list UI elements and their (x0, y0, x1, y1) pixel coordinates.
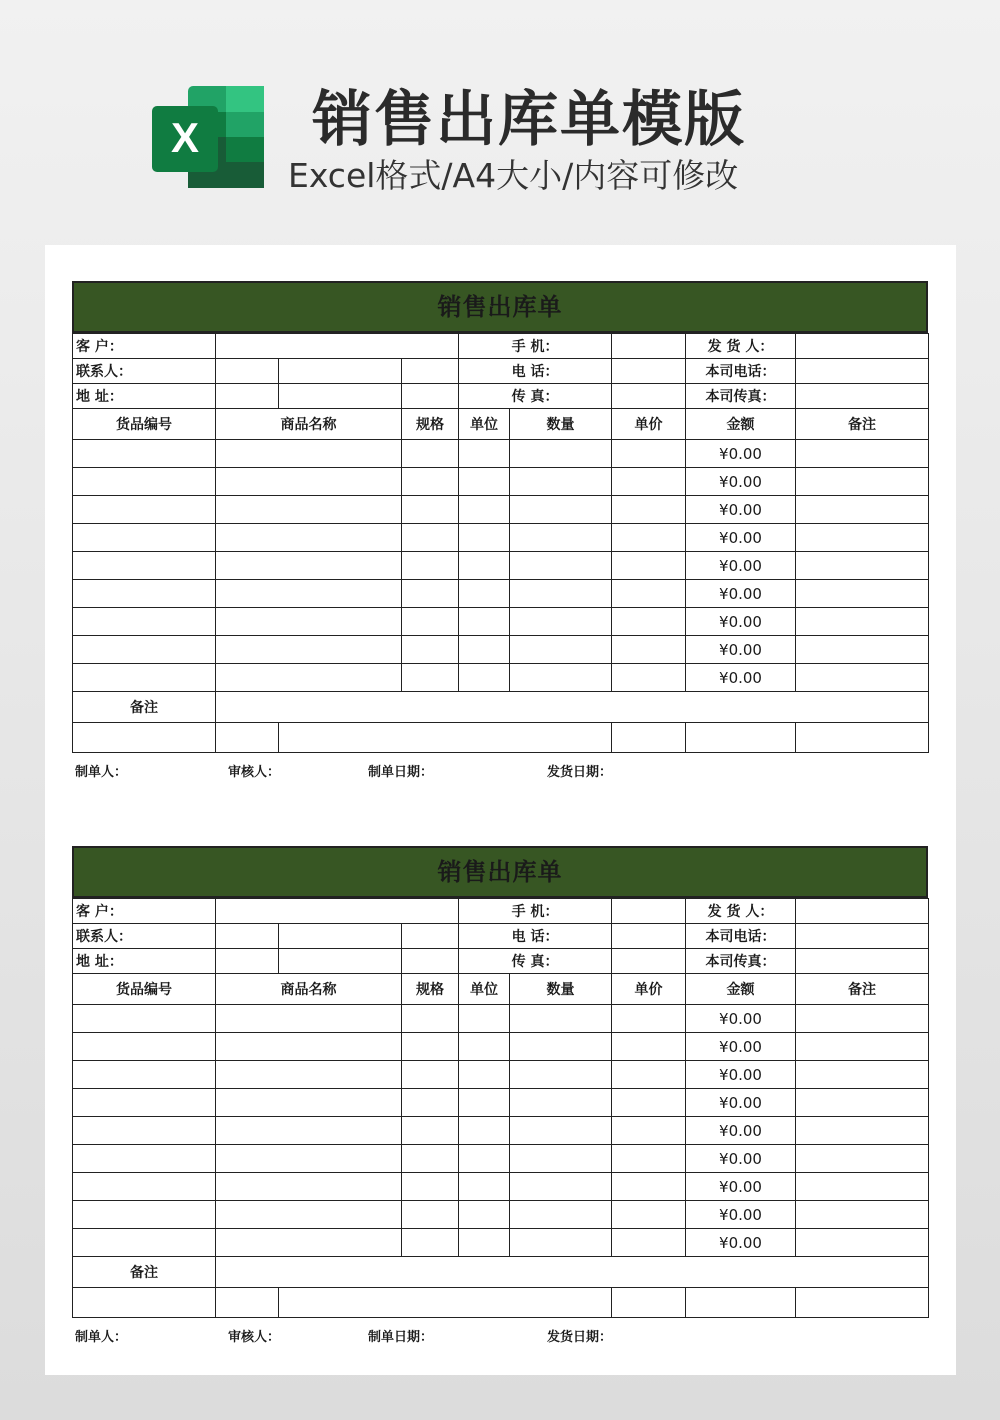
form-table (72, 898, 929, 1318)
item-spec-cell[interactable] (402, 1201, 459, 1229)
col-header: 备注 (796, 409, 929, 440)
col-header: 单价 (612, 974, 686, 1005)
company-fax-label: 本司传真： (686, 384, 796, 409)
customer-field[interactable] (216, 334, 459, 359)
blank-row (73, 1288, 929, 1318)
item-qty-cell[interactable] (510, 1145, 612, 1173)
note-label: 备注 (73, 692, 216, 723)
item-name-cell[interactable] (216, 468, 402, 496)
form-footer (72, 1318, 928, 1348)
item-spec-cell[interactable] (402, 664, 459, 692)
item-name-cell[interactable] (216, 636, 402, 664)
col-header: 数量 (510, 974, 612, 1005)
item-code-cell[interactable] (73, 524, 216, 552)
item-price-cell[interactable] (612, 580, 686, 608)
item-row (73, 496, 929, 524)
logo-letter: X (170, 114, 200, 161)
item-name-cell[interactable] (216, 1117, 402, 1145)
company-fax-field[interactable] (796, 949, 929, 974)
item-amount-cell: ¥0.00 (686, 440, 796, 468)
item-code-cell[interactable] (73, 468, 216, 496)
item-price-cell[interactable] (612, 1089, 686, 1117)
item-code-cell[interactable] (73, 1117, 216, 1145)
column-header-row (73, 409, 929, 440)
contact-field-3[interactable] (402, 924, 459, 949)
item-amount-cell: ¥0.00 (686, 1117, 796, 1145)
column-header-row (73, 974, 929, 1005)
item-unit-cell[interactable] (459, 468, 510, 496)
item-qty-cell[interactable] (510, 1229, 612, 1257)
item-row (73, 1117, 929, 1145)
item-qty-cell[interactable] (510, 468, 612, 496)
blank-cell[interactable] (216, 723, 279, 753)
item-row (73, 468, 929, 496)
form-title: 销售出库单 (72, 846, 928, 898)
item-price-cell[interactable] (612, 1229, 686, 1257)
sales-outbound-form (72, 846, 928, 1348)
mobile-field[interactable] (612, 334, 686, 359)
item-qty-cell[interactable] (510, 608, 612, 636)
note-field[interactable] (216, 1257, 929, 1288)
item-price-cell[interactable] (612, 440, 686, 468)
item-code-cell[interactable] (73, 1033, 216, 1061)
item-amount-cell: ¥0.00 (686, 496, 796, 524)
col-header: 单位 (459, 974, 510, 1005)
item-code-cell[interactable] (73, 1005, 216, 1033)
company-fax-label: 本司传真： (686, 949, 796, 974)
item-remark-cell[interactable] (796, 608, 929, 636)
mobile-field[interactable] (612, 899, 686, 924)
info-row-contact (73, 924, 929, 949)
blank-cell[interactable] (73, 723, 216, 753)
item-amount-cell: ¥0.00 (686, 1061, 796, 1089)
item-row (73, 440, 929, 468)
item-unit-cell[interactable] (459, 552, 510, 580)
ship-date-label: 发货日期： (547, 1330, 613, 1345)
address-field-2[interactable] (279, 384, 402, 409)
company-phone-label: 本司电话： (686, 924, 796, 949)
item-amount-cell: ¥0.00 (686, 608, 796, 636)
item-row (73, 580, 929, 608)
excel-logo-icon (152, 86, 264, 188)
item-amount-cell: ¥0.00 (686, 1033, 796, 1061)
form-sheet-2 (45, 810, 956, 1375)
item-code-cell[interactable] (73, 552, 216, 580)
col-header: 数量 (510, 409, 612, 440)
item-remark-cell[interactable] (796, 468, 929, 496)
fax-label: 传 真： (459, 949, 612, 974)
item-spec-cell[interactable] (402, 440, 459, 468)
col-header: 规格 (402, 409, 459, 440)
contact-field-2[interactable] (279, 359, 402, 384)
blank-cell[interactable] (216, 1288, 279, 1318)
info-row-address (73, 384, 929, 409)
item-qty-cell[interactable] (510, 1089, 612, 1117)
item-spec-cell[interactable] (402, 1061, 459, 1089)
fax-label: 传 真： (459, 384, 612, 409)
item-amount-cell: ¥0.00 (686, 1173, 796, 1201)
item-amount-cell: ¥0.00 (686, 468, 796, 496)
make-date-label: 制单日期： (368, 765, 434, 780)
item-rows (73, 440, 929, 692)
item-remark-cell[interactable] (796, 1229, 929, 1257)
item-name-cell[interactable] (216, 1201, 402, 1229)
item-row (73, 1033, 929, 1061)
item-amount-cell: ¥0.00 (686, 580, 796, 608)
item-remark-cell[interactable] (796, 524, 929, 552)
item-remark-cell[interactable] (796, 440, 929, 468)
item-unit-cell[interactable] (459, 1145, 510, 1173)
item-name-cell[interactable] (216, 440, 402, 468)
page-title: 销售出库单模版 (312, 85, 746, 155)
sales-outbound-form (72, 281, 928, 783)
address-label: 地 址： (73, 949, 216, 974)
company-fax-field[interactable] (796, 384, 929, 409)
item-qty-cell[interactable] (510, 496, 612, 524)
contact-field-3[interactable] (402, 359, 459, 384)
item-amount-cell: ¥0.00 (686, 1229, 796, 1257)
item-unit-cell[interactable] (459, 1089, 510, 1117)
item-amount-cell: ¥0.00 (686, 664, 796, 692)
item-price-cell[interactable] (612, 468, 686, 496)
item-qty-cell[interactable] (510, 1033, 612, 1061)
item-name-cell[interactable] (216, 1089, 402, 1117)
phone-label: 电 话： (459, 359, 612, 384)
col-header: 单价 (612, 409, 686, 440)
item-row (73, 608, 929, 636)
item-remark-cell[interactable] (796, 636, 929, 664)
item-qty-cell[interactable] (510, 440, 612, 468)
item-qty-cell[interactable] (510, 524, 612, 552)
item-name-cell[interactable] (216, 1005, 402, 1033)
blank-cell[interactable] (686, 1288, 796, 1318)
make-date-label: 制单日期： (368, 1330, 434, 1345)
item-row (73, 636, 929, 664)
item-price-cell[interactable] (612, 524, 686, 552)
reviewer-label: 审核人： (228, 765, 281, 780)
reviewer-label: 审核人： (228, 1330, 281, 1345)
maker-label: 制单人： (75, 1330, 128, 1345)
item-row (73, 1229, 929, 1257)
item-qty-cell[interactable] (510, 664, 612, 692)
address-field-3[interactable] (402, 949, 459, 974)
item-row (73, 1061, 929, 1089)
item-remark-cell[interactable] (796, 1145, 929, 1173)
contact-label: 联系人： (73, 924, 216, 949)
item-name-cell[interactable] (216, 1173, 402, 1201)
item-amount-cell: ¥0.00 (686, 636, 796, 664)
item-spec-cell[interactable] (402, 1089, 459, 1117)
address-field[interactable] (216, 949, 279, 974)
item-name-cell[interactable] (216, 1145, 402, 1173)
col-header: 商品名称 (216, 974, 402, 1005)
phone-label: 电 话： (459, 924, 612, 949)
mobile-label: 手 机： (459, 899, 612, 924)
company-phone-field[interactable] (796, 359, 929, 384)
item-spec-cell[interactable] (402, 468, 459, 496)
blank-cell[interactable] (686, 723, 796, 753)
item-price-cell[interactable] (612, 608, 686, 636)
item-unit-cell[interactable] (459, 1229, 510, 1257)
item-unit-cell[interactable] (459, 580, 510, 608)
item-remark-cell[interactable] (796, 1089, 929, 1117)
item-remark-cell[interactable] (796, 1033, 929, 1061)
item-row (73, 1173, 929, 1201)
item-name-cell[interactable] (216, 552, 402, 580)
item-unit-cell[interactable] (459, 496, 510, 524)
item-code-cell[interactable] (73, 1145, 216, 1173)
item-amount-cell: ¥0.00 (686, 1005, 796, 1033)
ship-date-label: 发货日期： (547, 765, 613, 780)
item-remark-cell[interactable] (796, 1201, 929, 1229)
item-qty-cell[interactable] (510, 1061, 612, 1089)
item-unit-cell[interactable] (459, 664, 510, 692)
mobile-label: 手 机： (459, 334, 612, 359)
address-label: 地 址： (73, 384, 216, 409)
form-title: 销售出库单 (72, 281, 928, 333)
item-remark-cell[interactable] (796, 1005, 929, 1033)
page-subtitle: Excel格式/A4大小/内容可修改 (288, 156, 739, 195)
item-unit-cell[interactable] (459, 636, 510, 664)
item-spec-cell[interactable] (402, 1005, 459, 1033)
item-name-cell[interactable] (216, 580, 402, 608)
item-code-cell[interactable] (73, 1201, 216, 1229)
item-spec-cell[interactable] (402, 552, 459, 580)
item-rows (73, 1005, 929, 1257)
contact-field[interactable] (216, 924, 279, 949)
company-phone-label: 本司电话： (686, 359, 796, 384)
item-qty-cell[interactable] (510, 580, 612, 608)
col-header: 货品编号 (73, 974, 216, 1005)
blank-cell[interactable] (279, 723, 612, 753)
note-row (73, 1257, 929, 1288)
shipper-label: 发 货 人： (686, 334, 796, 359)
item-amount-cell: ¥0.00 (686, 524, 796, 552)
item-remark-cell[interactable] (796, 664, 929, 692)
item-code-cell[interactable] (73, 1089, 216, 1117)
phone-field[interactable] (612, 924, 686, 949)
col-header: 金额 (686, 974, 796, 1005)
item-code-cell[interactable] (73, 580, 216, 608)
item-unit-cell[interactable] (459, 1005, 510, 1033)
item-qty-cell[interactable] (510, 1005, 612, 1033)
item-unit-cell[interactable] (459, 608, 510, 636)
form-footer (72, 753, 928, 783)
item-code-cell[interactable] (73, 1229, 216, 1257)
note-field[interactable] (216, 692, 929, 723)
item-qty-cell[interactable] (510, 636, 612, 664)
item-unit-cell[interactable] (459, 440, 510, 468)
blank-row (73, 723, 929, 753)
item-name-cell[interactable] (216, 664, 402, 692)
item-price-cell[interactable] (612, 1061, 686, 1089)
item-row (73, 1005, 929, 1033)
address-field-2[interactable] (279, 949, 402, 974)
form-sheet-1 (45, 245, 956, 810)
col-header: 规格 (402, 974, 459, 1005)
item-spec-cell[interactable] (402, 1145, 459, 1173)
note-row (73, 692, 929, 723)
item-price-cell[interactable] (612, 1145, 686, 1173)
item-remark-cell[interactable] (796, 552, 929, 580)
address-field[interactable] (216, 384, 279, 409)
item-price-cell[interactable] (612, 664, 686, 692)
item-name-cell[interactable] (216, 1061, 402, 1089)
maker-label: 制单人： (75, 765, 128, 780)
col-header: 备注 (796, 974, 929, 1005)
item-qty-cell[interactable] (510, 552, 612, 580)
item-amount-cell: ¥0.00 (686, 552, 796, 580)
shipper-field[interactable] (796, 334, 929, 359)
info-row-contact (73, 359, 929, 384)
item-row (73, 1089, 929, 1117)
item-price-cell[interactable] (612, 1201, 686, 1229)
item-price-cell[interactable] (612, 496, 686, 524)
blank-cell[interactable] (279, 1288, 612, 1318)
item-code-cell[interactable] (73, 1173, 216, 1201)
item-unit-cell[interactable] (459, 1173, 510, 1201)
item-row (73, 524, 929, 552)
item-price-cell[interactable] (612, 636, 686, 664)
item-name-cell[interactable] (216, 1229, 402, 1257)
item-remark-cell[interactable] (796, 1173, 929, 1201)
contact-label: 联系人： (73, 359, 216, 384)
item-row (73, 1145, 929, 1173)
contact-field[interactable] (216, 359, 279, 384)
item-qty-cell[interactable] (510, 1201, 612, 1229)
item-spec-cell[interactable] (402, 1229, 459, 1257)
item-row (73, 552, 929, 580)
item-spec-cell[interactable] (402, 1173, 459, 1201)
item-code-cell[interactable] (73, 440, 216, 468)
fax-field[interactable] (612, 384, 686, 409)
phone-field[interactable] (612, 359, 686, 384)
info-row-customer (73, 899, 929, 924)
form-table (72, 333, 929, 753)
item-row (73, 1201, 929, 1229)
item-code-cell[interactable] (73, 1061, 216, 1089)
item-unit-cell[interactable] (459, 1061, 510, 1089)
info-row-customer (73, 334, 929, 359)
item-code-cell[interactable] (73, 608, 216, 636)
info-row-address (73, 949, 929, 974)
item-spec-cell[interactable] (402, 608, 459, 636)
item-price-cell[interactable] (612, 1033, 686, 1061)
item-unit-cell[interactable] (459, 1117, 510, 1145)
item-spec-cell[interactable] (402, 580, 459, 608)
item-code-cell[interactable] (73, 496, 216, 524)
item-remark-cell[interactable] (796, 1117, 929, 1145)
note-label: 备注 (73, 1257, 216, 1288)
item-spec-cell[interactable] (402, 524, 459, 552)
item-amount-cell: ¥0.00 (686, 1145, 796, 1173)
blank-cell[interactable] (73, 1288, 216, 1318)
item-price-cell[interactable] (612, 552, 686, 580)
item-spec-cell[interactable] (402, 1117, 459, 1145)
item-price-cell[interactable] (612, 1005, 686, 1033)
item-code-cell[interactable] (73, 664, 216, 692)
blank-cell[interactable] (612, 723, 686, 753)
item-row (73, 664, 929, 692)
item-spec-cell[interactable] (402, 496, 459, 524)
col-header: 商品名称 (216, 409, 402, 440)
customer-label: 客 户： (73, 334, 216, 359)
item-remark-cell[interactable] (796, 580, 929, 608)
item-spec-cell[interactable] (402, 636, 459, 664)
item-code-cell[interactable] (73, 636, 216, 664)
item-name-cell[interactable] (216, 1033, 402, 1061)
contact-field-2[interactable] (279, 924, 402, 949)
item-unit-cell[interactable] (459, 1201, 510, 1229)
item-price-cell[interactable] (612, 1173, 686, 1201)
customer-field[interactable] (216, 899, 459, 924)
item-spec-cell[interactable] (402, 1033, 459, 1061)
item-price-cell[interactable] (612, 1117, 686, 1145)
item-remark-cell[interactable] (796, 496, 929, 524)
fax-field[interactable] (612, 949, 686, 974)
item-qty-cell[interactable] (510, 1117, 612, 1145)
shipper-label: 发 货 人： (686, 899, 796, 924)
item-qty-cell[interactable] (510, 1173, 612, 1201)
col-header: 货品编号 (73, 409, 216, 440)
item-unit-cell[interactable] (459, 524, 510, 552)
address-field-3[interactable] (402, 384, 459, 409)
customer-label: 客 户： (73, 899, 216, 924)
blank-cell[interactable] (796, 723, 929, 753)
col-header: 单位 (459, 409, 510, 440)
blank-cell[interactable] (612, 1288, 686, 1318)
col-header: 金额 (686, 409, 796, 440)
blank-cell[interactable] (796, 1288, 929, 1318)
shipper-field[interactable] (796, 899, 929, 924)
item-unit-cell[interactable] (459, 1033, 510, 1061)
item-remark-cell[interactable] (796, 1061, 929, 1089)
item-amount-cell: ¥0.00 (686, 1089, 796, 1117)
item-name-cell[interactable] (216, 524, 402, 552)
item-amount-cell: ¥0.00 (686, 1201, 796, 1229)
item-name-cell[interactable] (216, 608, 402, 636)
company-phone-field[interactable] (796, 924, 929, 949)
item-name-cell[interactable] (216, 496, 402, 524)
